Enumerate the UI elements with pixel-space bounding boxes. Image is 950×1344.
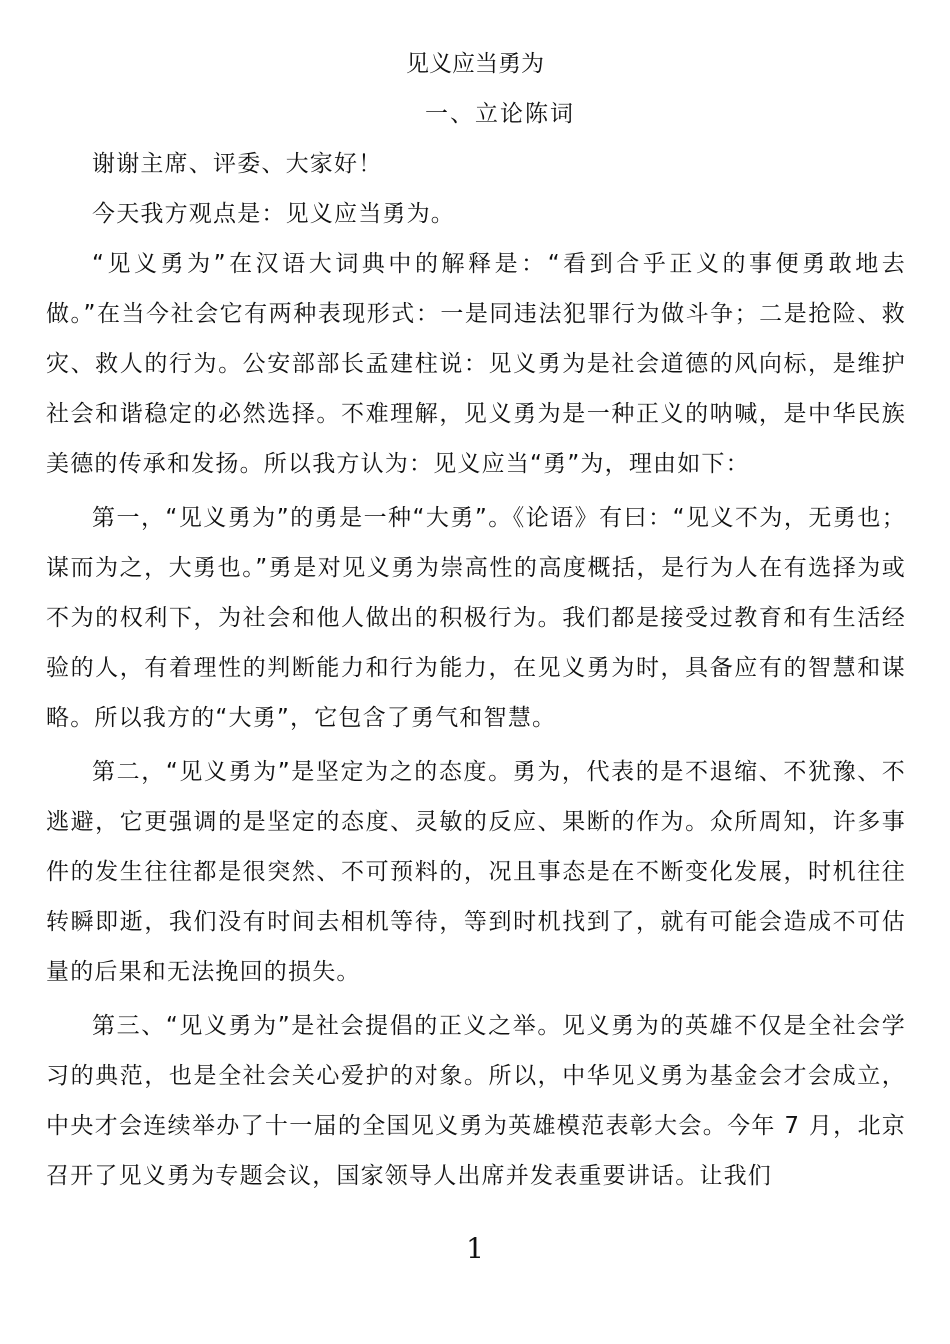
page-number: 1 xyxy=(466,1232,484,1265)
paragraph-third-argument: 第三、“见义勇为”是社会提倡的正义之举。见义勇为的英雄不仅是全社会学习的典范，也是全社会关心爱护的对象。所以，中华见义勇为基金会才会成立，中央才会连续举办了十一届的全国见义勇为英雄模范表彰大会。今年 7 月，北京召开了见义勇为专题会议，国家领导人出席并发表重要讲话。让我们 xyxy=(46,1013,906,1189)
paragraph-position: 今天我方观点是：见义应当勇为。 xyxy=(92,201,455,227)
paragraph-greeting: 谢谢主席、评委、大家好！ xyxy=(92,151,383,177)
paragraph-second-argument: 第二，“见义勇为”是坚定为之的态度。勇为，代表的是不退缩、不犹豫、不逃避，它更强调的是坚定的态度、灵敏的反应、果断的作为。众所周知，许多事件的发生往往都是很突然、不可预料的，况且事态是在不断变化发展，时机往往转瞬即逝，我们没有时间去相机等待，等到时机找到了，就有可能会造成不可估量的后果和无法挽回的损失。 xyxy=(46,759,906,985)
document-title: 见义应当勇为 xyxy=(406,51,544,77)
section-heading: 一、立论陈词 xyxy=(425,101,575,127)
document-body xyxy=(46,139,906,1201)
paragraph-first-argument: 第一，“见义勇为”的勇是一种“大勇”。《论语》有曰：“见义不为，无勇也；谋而为之，大勇也。”勇是对见义勇为崇高性的高度概括，是行为人在有选择为或不为的权利下，为社会和他人做出的积极行为。我们都是接受过教育和有生活经验的人，有着理性的判断能力和行为能力，在见义勇为时，具备应有的智慧和谋略。所以我方的“大勇”，它包含了勇气和智慧。 xyxy=(46,505,906,731)
paragraph-definition: “见义勇为”在汉语大词典中的解释是：“看到合乎正义的事便勇敢地去做。”在当今社会它有两种表现形式：一是同违法犯罪行为做斗争；二是抢险、救灾、救人的行为。公安部部长孟建柱说：见义勇为是社会道德的风向标，是维护社会和谐稳定的必然选择。不难理解，见义勇为是一种正义的呐喊，是中华民族美德的传承和发扬。所以我方认为：见义应当“勇”为，理由如下： xyxy=(46,251,906,477)
